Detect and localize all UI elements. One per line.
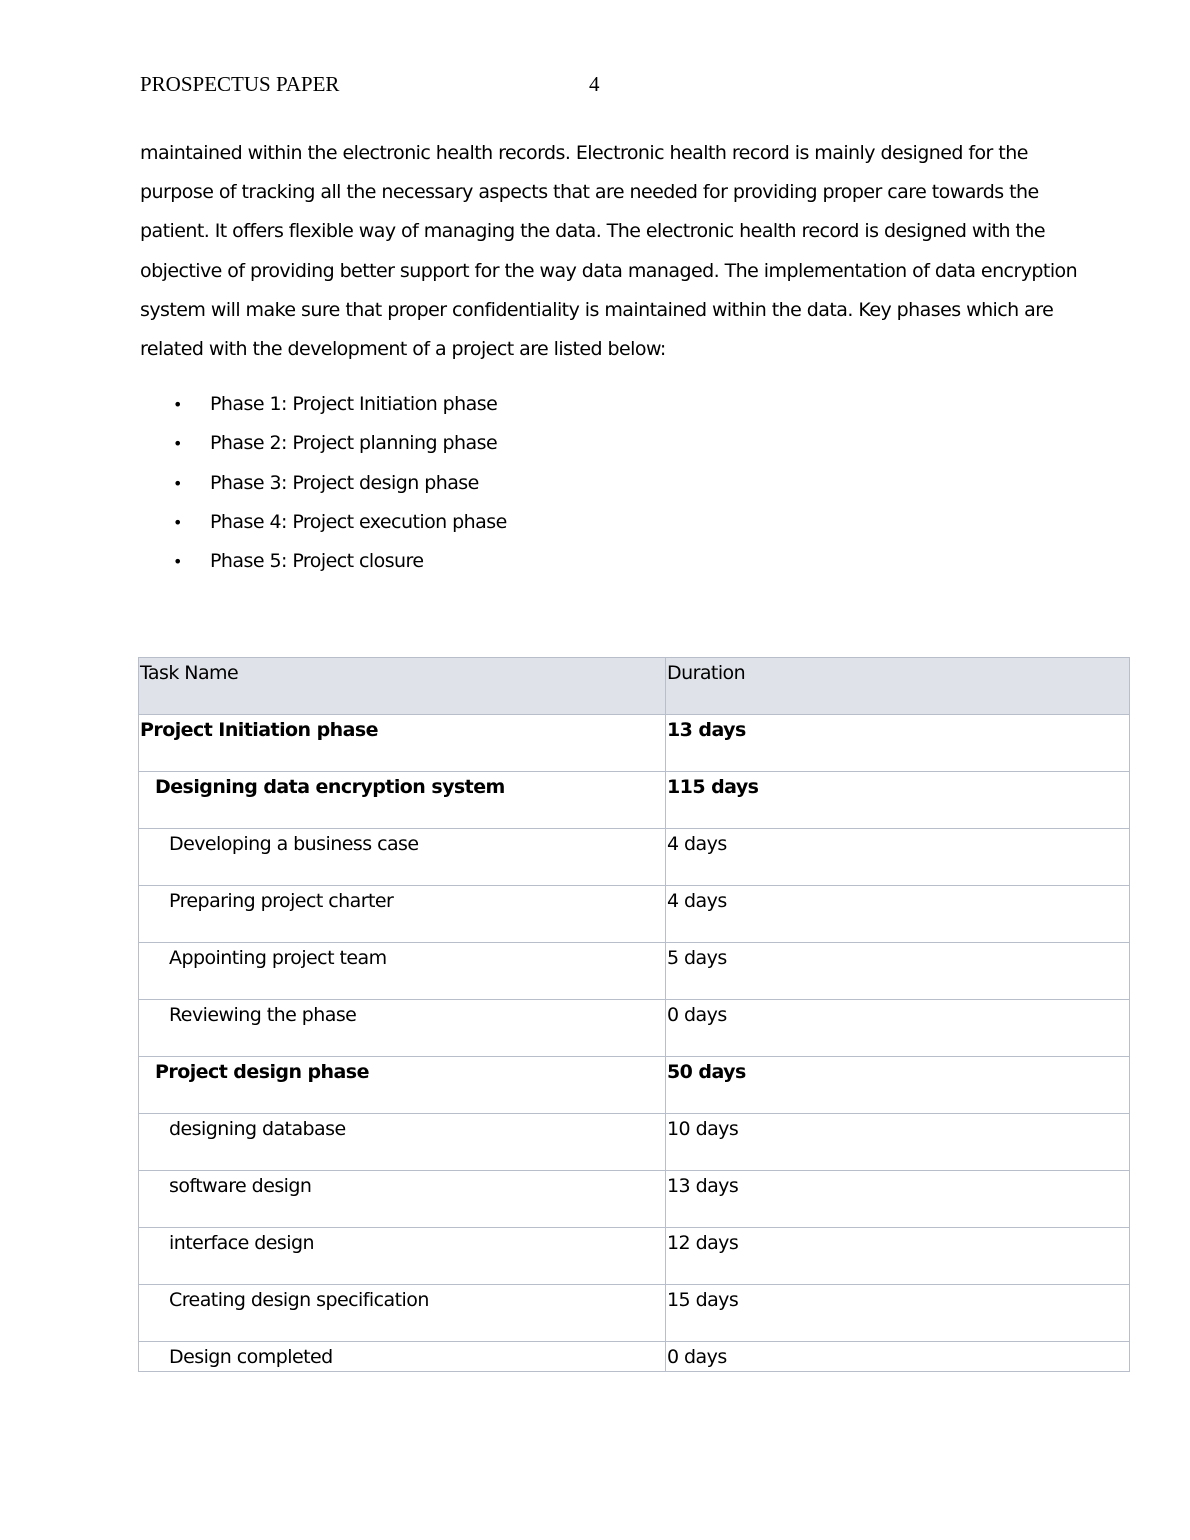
table-row xyxy=(139,1057,1130,1114)
task-name-cell: Project Initiation phase xyxy=(139,715,666,772)
phase-label: Phase 2: Project planning phase xyxy=(210,432,498,455)
column-header-duration: Duration xyxy=(666,658,1130,715)
table-header-row xyxy=(139,658,1130,715)
paragraph-line: purpose of tracking all the necessary aspects that are needed for providing proper care towards the xyxy=(140,181,1039,204)
task-name-cell: Creating design specification xyxy=(139,1285,666,1342)
duration-cell: 12 days xyxy=(666,1228,1130,1285)
duration-cell: 15 days xyxy=(666,1285,1130,1342)
table-row xyxy=(139,1285,1130,1342)
table-row xyxy=(139,1171,1130,1228)
table-row xyxy=(139,1000,1130,1057)
duration-cell: 50 days xyxy=(666,1057,1130,1114)
list-item xyxy=(140,385,507,424)
bullet-icon: • xyxy=(173,552,182,572)
phase-label: Phase 4: Project execution phase xyxy=(210,510,507,533)
list-item xyxy=(140,503,507,542)
duration-cell: 0 days xyxy=(666,1000,1130,1057)
task-name-cell: Preparing project charter xyxy=(139,886,666,943)
paragraph-line: related with the development of a project are listed below: xyxy=(140,338,666,361)
column-header-task-name: Task Name xyxy=(139,658,666,715)
duration-cell: 13 days xyxy=(666,715,1130,772)
table-row xyxy=(139,943,1130,1000)
table-row xyxy=(139,886,1130,943)
table-row xyxy=(139,1342,1130,1372)
duration-cell: 5 days xyxy=(666,943,1130,1000)
list-item xyxy=(140,542,507,581)
task-name-cell: Design completed xyxy=(139,1342,666,1372)
duration-cell: 115 days xyxy=(666,772,1130,829)
duration-cell: 4 days xyxy=(666,886,1130,943)
bullet-icon: • xyxy=(173,434,182,454)
task-name-cell: software design xyxy=(139,1171,666,1228)
task-name-cell: designing database xyxy=(139,1114,666,1171)
task-name-cell: Designing data encryption system xyxy=(139,772,666,829)
list-item xyxy=(140,424,507,463)
table-row xyxy=(139,1228,1130,1285)
task-name-cell: Developing a business case xyxy=(139,829,666,886)
task-name-cell: Project design phase xyxy=(139,1057,666,1114)
table-row xyxy=(139,1114,1130,1171)
body-paragraph xyxy=(140,134,1078,369)
task-name-cell: Reviewing the phase xyxy=(139,1000,666,1057)
duration-cell: 13 days xyxy=(666,1171,1130,1228)
table-row xyxy=(139,715,1130,772)
task-duration-table xyxy=(138,657,1130,1372)
phase-label: Phase 1: Project Initiation phase xyxy=(210,393,498,415)
phase-list xyxy=(140,385,507,581)
bullet-icon: • xyxy=(173,512,182,532)
list-item xyxy=(140,464,507,503)
task-name-cell: Appointing project team xyxy=(139,943,666,1000)
table-row xyxy=(139,772,1130,829)
phase-label: Phase 3: Project design phase xyxy=(210,471,479,494)
paragraph-line: maintained within the electronic health records. Electronic health record is mainly designed for the xyxy=(140,142,1028,164)
running-title: PROSPECTUS PAPER xyxy=(140,72,340,96)
table-row xyxy=(139,829,1130,886)
phase-label: Phase 5: Project closure xyxy=(210,550,424,573)
page-number: 4 xyxy=(589,72,600,96)
task-name-cell: interface design xyxy=(139,1228,666,1285)
duration-cell: 4 days xyxy=(666,829,1130,886)
duration-cell: 10 days xyxy=(666,1114,1130,1171)
bullet-icon: • xyxy=(173,395,182,414)
paragraph-line: system will make sure that proper confidentiality is maintained within the data. Key phases which are xyxy=(140,298,1054,321)
paragraph-line: patient. It offers flexible way of managing the data. The electronic health record is designed with the xyxy=(140,220,1045,243)
paragraph-line: objective of providing better support for the way data managed. The implementation of data encryption xyxy=(140,259,1078,282)
duration-cell: 0 days xyxy=(666,1342,1130,1372)
bullet-icon: • xyxy=(173,473,182,493)
